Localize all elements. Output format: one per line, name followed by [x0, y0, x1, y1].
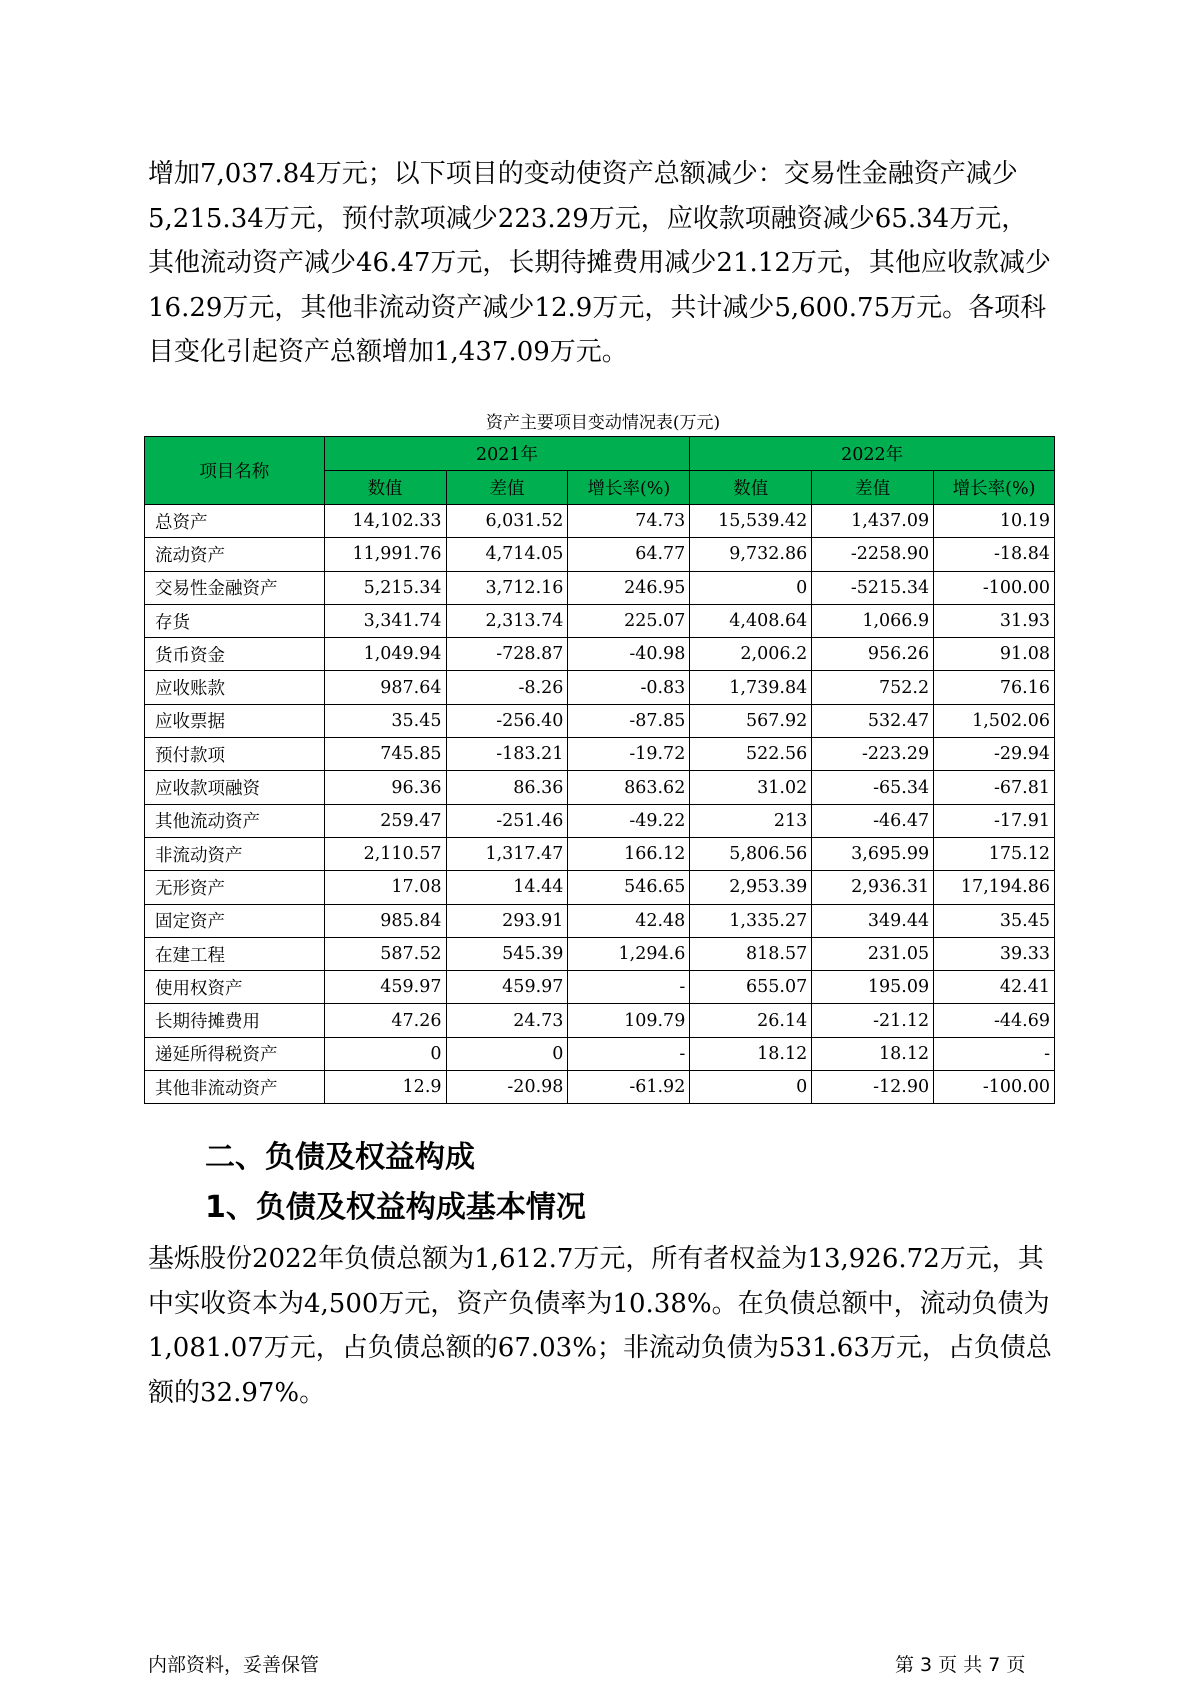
table-cell: 2,936.31	[812, 871, 934, 904]
table-row	[145, 971, 1055, 1004]
table-cell: 1,739.84	[690, 671, 812, 704]
row-item-name: 长期待摊费用	[145, 1004, 325, 1037]
table-caption: 资产主要项目变动情况表(万元)	[485, 413, 721, 433]
table-cell: -21.12	[812, 1004, 934, 1037]
table-row	[145, 1004, 1055, 1037]
table-cell: -2258.90	[812, 538, 934, 571]
table-cell: 17,194.86	[934, 871, 1055, 904]
table-cell: -49.22	[568, 804, 690, 837]
header-year-2021: 2021年	[324, 437, 690, 471]
table-row	[145, 937, 1055, 970]
table-row	[145, 704, 1055, 737]
table-cell: -20.98	[446, 1071, 568, 1104]
table-cell: 3,695.99	[812, 837, 934, 870]
table-row	[145, 804, 1055, 837]
table-cell: 1,294.6	[568, 937, 690, 970]
table-cell: 11,991.76	[324, 538, 446, 571]
table-cell: -29.94	[934, 738, 1055, 771]
row-item-name: 流动资产	[145, 538, 325, 571]
table-cell: -65.34	[812, 771, 934, 804]
table-cell: 175.12	[934, 837, 1055, 870]
table-cell: 2,006.2	[690, 638, 812, 671]
table-cell: 35.45	[934, 904, 1055, 937]
table-row	[145, 1071, 1055, 1104]
table-cell: 91.08	[934, 638, 1055, 671]
table-cell: -100.00	[934, 571, 1055, 604]
table-cell: 1,049.94	[324, 638, 446, 671]
table-cell: 1,066.9	[812, 604, 934, 637]
table-row	[145, 837, 1055, 870]
table-cell: 231.05	[812, 937, 934, 970]
table-cell: -46.47	[812, 804, 934, 837]
table-cell: 195.09	[812, 971, 934, 1004]
table-cell: 64.77	[568, 538, 690, 571]
table-cell: 14,102.33	[324, 505, 446, 538]
table-cell: 545.39	[446, 937, 568, 970]
table-cell: 587.52	[324, 937, 446, 970]
row-item-name: 货币资金	[145, 638, 325, 671]
table-cell: -19.72	[568, 738, 690, 771]
table-cell: 74.73	[568, 505, 690, 538]
header-diff-2022: 差值	[812, 471, 934, 505]
table-row	[145, 505, 1055, 538]
row-item-name: 预付款项	[145, 738, 325, 771]
table-cell: 0	[446, 1037, 568, 1070]
table-cell: -40.98	[568, 638, 690, 671]
table-cell: -728.87	[446, 638, 568, 671]
table-cell: 24.73	[446, 1004, 568, 1037]
header-value-2021: 数值	[324, 471, 446, 505]
table-cell: 4,714.05	[446, 538, 568, 571]
table-cell: 1,317.47	[446, 837, 568, 870]
table-cell: 109.79	[568, 1004, 690, 1037]
header-growth-2022: 增长率(%)	[934, 471, 1055, 505]
table-row	[145, 1037, 1055, 1070]
table-row	[145, 538, 1055, 571]
table-row	[145, 604, 1055, 637]
table-cell: 293.91	[446, 904, 568, 937]
table-cell: 2,953.39	[690, 871, 812, 904]
table-cell: 4,408.64	[690, 604, 812, 637]
row-item-name: 在建工程	[145, 937, 325, 970]
table-cell: 567.92	[690, 704, 812, 737]
table-cell: -5215.34	[812, 571, 934, 604]
header-growth-2021: 增长率(%)	[568, 471, 690, 505]
paragraph-liabilities: 基烁股份2022年负债总额为1,612.7万元，所有者权益为13,926.72万元，其中实收资本为4,500万元，资产负债率为10.38%。在负债总额中，流动负债为1,081.07万元，占负债总额的67.03%；非流动负债为531.63万元，占负债总额的32.97%。	[148, 1244, 1052, 1408]
table-cell: 459.97	[324, 971, 446, 1004]
row-item-name: 总资产	[145, 505, 325, 538]
table-cell: 985.84	[324, 904, 446, 937]
table-cell: 42.48	[568, 904, 690, 937]
row-item-name: 其他非流动资产	[145, 1071, 325, 1104]
table-row	[145, 571, 1055, 604]
table-cell: 31.02	[690, 771, 812, 804]
table-cell: 17.08	[324, 871, 446, 904]
table-row	[145, 638, 1055, 671]
table-cell: -17.91	[934, 804, 1055, 837]
table-cell: 18.12	[812, 1037, 934, 1070]
row-item-name: 应收款项融资	[145, 771, 325, 804]
table-cell: 10.19	[934, 505, 1055, 538]
table-cell: 532.47	[812, 704, 934, 737]
header-diff-2021: 差值	[446, 471, 568, 505]
table-cell: 246.95	[568, 571, 690, 604]
table-cell: 76.16	[934, 671, 1055, 704]
row-item-name: 其他流动资产	[145, 804, 325, 837]
subsection-heading: 1、负债及权益构成基本情况	[205, 1190, 586, 1225]
table-cell: 2,313.74	[446, 604, 568, 637]
table-cell: 5,215.34	[324, 571, 446, 604]
table-cell: 31.93	[934, 604, 1055, 637]
table-cell: 3,712.16	[446, 571, 568, 604]
table-row	[145, 671, 1055, 704]
table-cell: -251.46	[446, 804, 568, 837]
table-cell: 522.56	[690, 738, 812, 771]
row-item-name: 无形资产	[145, 871, 325, 904]
table-cell: -18.84	[934, 538, 1055, 571]
table-cell: 745.85	[324, 738, 446, 771]
table-cell: -0.83	[568, 671, 690, 704]
table-cell: -256.40	[446, 704, 568, 737]
table-cell: 752.2	[812, 671, 934, 704]
footer-confidential-note: 内部资料，妥善保管	[148, 1654, 320, 1676]
table-row	[145, 771, 1055, 804]
table-header-row-years	[145, 437, 1055, 471]
table-cell: 14.44	[446, 871, 568, 904]
table-cell: 26.14	[690, 1004, 812, 1037]
table-cell: 349.44	[812, 904, 934, 937]
table-row	[145, 904, 1055, 937]
table-cell: -44.69	[934, 1004, 1055, 1037]
row-item-name: 固定资产	[145, 904, 325, 937]
table-cell: -100.00	[934, 1071, 1055, 1104]
table-cell: -8.26	[446, 671, 568, 704]
table-cell: 9,732.86	[690, 538, 812, 571]
section-heading: 二、负债及权益构成	[205, 1140, 475, 1175]
table-cell: 0	[324, 1037, 446, 1070]
footer-page-number: 第 3 页 共 7 页	[895, 1654, 1026, 1676]
header-value-2022: 数值	[690, 471, 812, 505]
table-row	[145, 738, 1055, 771]
table-cell: 459.97	[446, 971, 568, 1004]
table-cell: 863.62	[568, 771, 690, 804]
table-cell: 2,110.57	[324, 837, 446, 870]
table-cell: 546.65	[568, 871, 690, 904]
table-cell: 18.12	[690, 1037, 812, 1070]
table-cell: 1,437.09	[812, 505, 934, 538]
table-cell: -	[568, 1037, 690, 1070]
table-cell: 1,335.27	[690, 904, 812, 937]
table-cell: -61.92	[568, 1071, 690, 1104]
table-cell: 96.36	[324, 771, 446, 804]
table-cell: -12.90	[812, 1071, 934, 1104]
table-cell: 15,539.42	[690, 505, 812, 538]
row-item-name: 使用权资产	[145, 971, 325, 1004]
row-item-name: 递延所得税资产	[145, 1037, 325, 1070]
table-cell: 6,031.52	[446, 505, 568, 538]
table-cell: 987.64	[324, 671, 446, 704]
table-cell: -87.85	[568, 704, 690, 737]
row-item-name: 存货	[145, 604, 325, 637]
table-cell: 655.07	[690, 971, 812, 1004]
table-cell: 259.47	[324, 804, 446, 837]
table-cell: -183.21	[446, 738, 568, 771]
row-item-name: 应收票据	[145, 704, 325, 737]
table-cell: -223.29	[812, 738, 934, 771]
table-cell: -	[934, 1037, 1055, 1070]
row-item-name: 非流动资产	[145, 837, 325, 870]
table-row	[145, 871, 1055, 904]
table-cell: 47.26	[324, 1004, 446, 1037]
assets-change-table	[144, 436, 1055, 1104]
row-item-name: 应收账款	[145, 671, 325, 704]
table-cell: 35.45	[324, 704, 446, 737]
table-cell: 5,806.56	[690, 837, 812, 870]
header-year-2022: 2022年	[690, 437, 1055, 471]
table-cell: -67.81	[934, 771, 1055, 804]
table-cell: 166.12	[568, 837, 690, 870]
table-cell: -	[568, 971, 690, 1004]
table-cell: 0	[690, 571, 812, 604]
table-cell: 225.07	[568, 604, 690, 637]
table-body	[145, 505, 1055, 1104]
table-cell: 39.33	[934, 937, 1055, 970]
table-cell: 86.36	[446, 771, 568, 804]
table-cell: 1,502.06	[934, 704, 1055, 737]
table-cell: 213	[690, 804, 812, 837]
header-item-name: 项目名称	[145, 437, 325, 505]
table-cell: 12.9	[324, 1071, 446, 1104]
table-cell: 956.26	[812, 638, 934, 671]
paragraph-assets-change: 增加7,037.84万元；以下项目的变动使资产总额减少：交易性金融资产减少5,215.34万元，预付款项减少223.29万元，应收款项融资减少65.34万元，其他流动资产减少46.47万元，长期待摊费用减少21.12万元，其他应收款减少16.29万元，其他非流动资产减少12.9万元，共计减少5,600.75万元。各项科目变化引起资产总额增加1,437.09万元。	[148, 159, 1051, 367]
table-cell: 0	[690, 1071, 812, 1104]
row-item-name: 交易性金融资产	[145, 571, 325, 604]
table-cell: 42.41	[934, 971, 1055, 1004]
table-cell: 3,341.74	[324, 604, 446, 637]
table-cell: 818.57	[690, 937, 812, 970]
